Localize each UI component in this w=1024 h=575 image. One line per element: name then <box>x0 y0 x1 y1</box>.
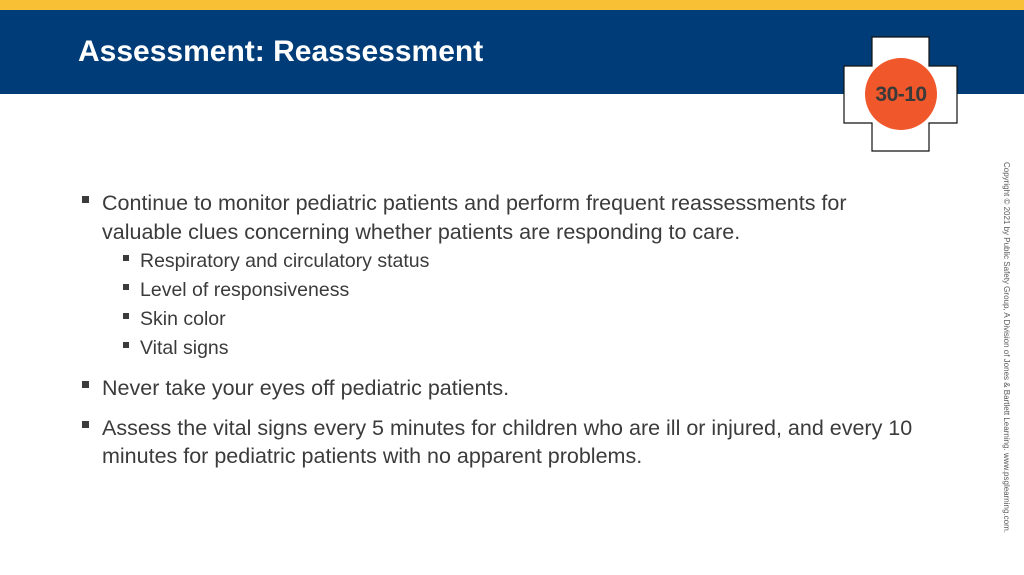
sub-bullet-item <box>102 305 922 334</box>
section-number: 30-10 <box>875 83 927 106</box>
copyright-notice: Copyright © 2021 by Public Safety Group, A Division of Jones & Bartlett Learning. www.psglearning.com. <box>1002 162 1011 533</box>
sub-bullet-text: Skin color <box>140 308 226 330</box>
square-bullet-icon <box>82 196 89 203</box>
sub-bullet-list <box>102 247 922 363</box>
accent-strip <box>0 0 1024 10</box>
square-bullet-icon <box>123 342 129 348</box>
sub-bullet-item <box>102 276 922 305</box>
sub-bullet-text: Respiratory and circulatory status <box>140 250 430 272</box>
bullet-text: Never take your eyes off pediatric patients. <box>102 376 510 400</box>
slide-title: Assessment: Reassessment <box>78 35 484 68</box>
bullet-item <box>82 414 922 471</box>
square-bullet-icon <box>123 313 129 319</box>
bullet-list <box>82 189 922 471</box>
sub-bullet-item <box>102 334 922 363</box>
square-bullet-icon <box>82 421 89 428</box>
square-bullet-icon <box>123 284 129 290</box>
sub-bullet-item <box>102 247 922 276</box>
bullet-item <box>82 189 922 363</box>
sub-bullet-text: Vital signs <box>140 337 229 359</box>
section-badge <box>842 36 960 154</box>
bullet-text: Continue to monitor pediatric patients and perform frequent reassessments for valuable clues concerning whether patients are responding to care. <box>102 191 847 244</box>
square-bullet-icon <box>123 255 129 261</box>
sub-bullet-text: Level of responsiveness <box>140 279 350 301</box>
bullet-item <box>82 374 922 403</box>
bullet-text: Assess the vital signs every 5 minutes for children who are ill or injured, and every 10 minutes for pediatric patients with no apparent problems. <box>102 415 913 468</box>
square-bullet-icon <box>82 381 89 388</box>
